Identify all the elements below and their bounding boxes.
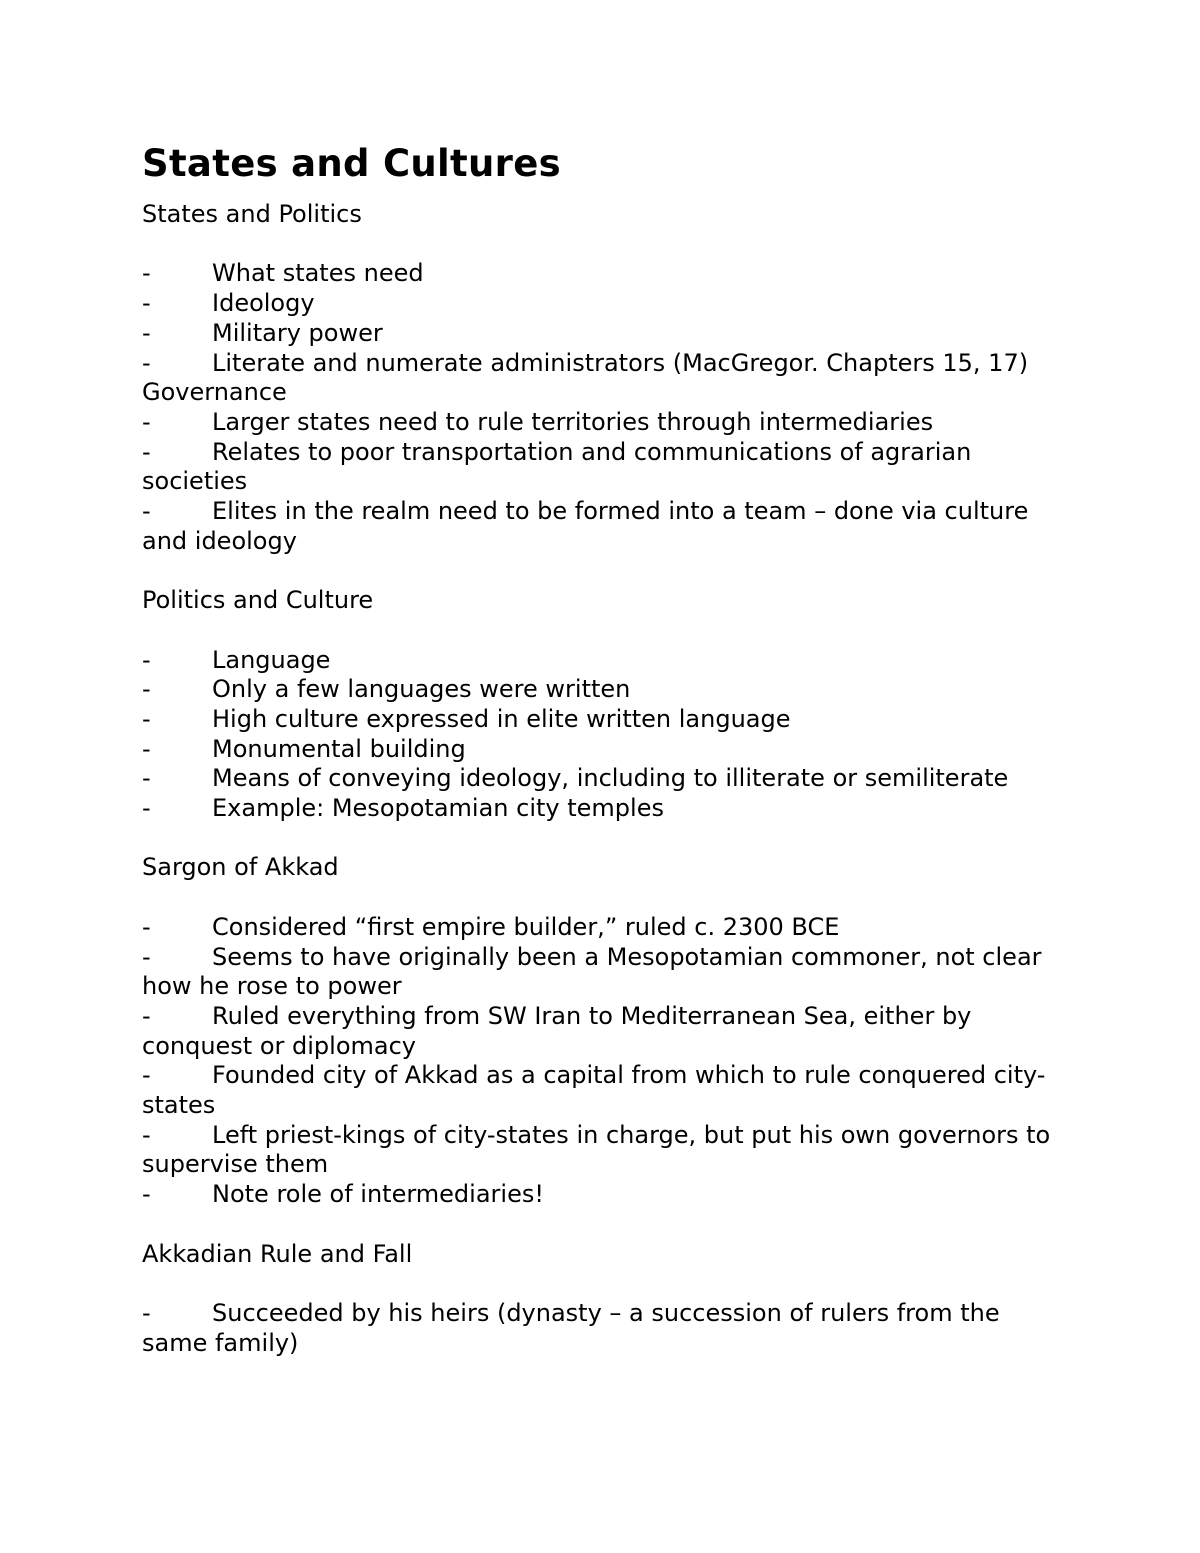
bullet-item: [142, 735, 1072, 765]
bullet-dash: -: [142, 912, 151, 941]
bullet-dash: -: [142, 259, 151, 288]
bullet-item: [142, 259, 1072, 289]
section-heading: Governance: [142, 378, 287, 407]
bullet-item: [142, 1299, 1072, 1358]
bullet-text: Ideology: [212, 289, 315, 318]
bullet-dash: -: [142, 645, 151, 674]
bullet-text: Left priest-kings of city-states in charge, but put his own governors to supervise them: [142, 1120, 1051, 1179]
document-body: [142, 200, 1072, 1358]
bullet-text: Note role of intermediaries!: [212, 1180, 544, 1209]
bullet-item: [142, 675, 1072, 705]
bullet-item: [142, 646, 1072, 676]
blank-line: [142, 883, 1072, 913]
section-heading: Sargon of Akkad: [142, 853, 339, 882]
blank-line: [142, 1269, 1072, 1299]
bullet-text: What states need: [212, 259, 424, 288]
bullet-item: [142, 764, 1072, 794]
bullet-text: Only a few languages were written: [212, 675, 631, 704]
blank-line: [142, 1210, 1072, 1240]
bullet-dash: -: [142, 1061, 151, 1090]
bullet-text: Larger states need to rule territories through intermediaries: [212, 407, 934, 436]
bullet-item: [142, 497, 1072, 556]
bullet-item: [142, 943, 1072, 1002]
bullet-dash: -: [142, 497, 151, 526]
document-title: States and Cultures: [142, 142, 561, 185]
bullet-text: Military power: [212, 318, 383, 347]
blank-line: [142, 616, 1072, 646]
bullet-dash: -: [142, 1001, 151, 1030]
bullet-item: [142, 319, 1072, 349]
bullet-dash: -: [142, 1298, 151, 1327]
bullet-item: [142, 1002, 1072, 1061]
bullet-dash: -: [142, 289, 151, 318]
bullet-item: [142, 289, 1072, 319]
bullet-item: [142, 1180, 1072, 1210]
bullet-text: Means of conveying ideology, including to illiterate or semiliterate: [212, 764, 1009, 793]
bullet-dash: -: [142, 407, 151, 436]
bullet-item: [142, 1061, 1072, 1120]
bullet-text: Language: [212, 645, 331, 674]
bullet-text: Founded city of Akkad as a capital from which to rule conquered city-states: [142, 1061, 1046, 1120]
bullet-text: Considered “first empire builder,” ruled c. 2300 BCE: [212, 912, 840, 941]
bullet-item: [142, 1121, 1072, 1180]
bullet-text: Succeeded by his heirs (dynasty – a succession of rulers from the same family): [142, 1298, 1000, 1357]
document-page: [142, 138, 1072, 1358]
bullet-item: [142, 438, 1072, 497]
bullet-text: Relates to poor transportation and communications of agrarian societies: [142, 437, 972, 496]
section-heading: Akkadian Rule and Fall: [142, 1239, 413, 1268]
bullet-dash: -: [142, 348, 151, 377]
bullet-text: Ruled everything from SW Iran to Mediterranean Sea, either by conquest or diplomacy: [142, 1001, 972, 1060]
bullet-text: High culture expressed in elite written language: [212, 704, 791, 733]
blank-line: [142, 824, 1072, 854]
bullet-dash: -: [142, 734, 151, 763]
bullet-item: [142, 408, 1072, 438]
blank-line: [142, 230, 1072, 260]
bullet-dash: -: [142, 675, 151, 704]
section-heading: States and Politics: [142, 200, 362, 228]
bullet-item: [142, 349, 1072, 379]
bullet-text: Example: Mesopotamian city temples: [212, 794, 664, 823]
bullet-text: Literate and numerate administrators (MacGregor. Chapters 15, 17): [212, 348, 1029, 377]
bullet-dash: -: [142, 437, 151, 466]
bullet-item: [142, 913, 1072, 943]
section-heading: Politics and Culture: [142, 586, 374, 615]
blank-line: [142, 556, 1072, 586]
bullet-item: [142, 794, 1072, 824]
bullet-dash: -: [142, 1120, 151, 1149]
bullet-dash: -: [142, 318, 151, 347]
bullet-item: [142, 705, 1072, 735]
bullet-dash: -: [142, 1180, 151, 1209]
bullet-text: Monumental building: [212, 734, 466, 763]
bullet-text: Elites in the realm need to be formed into a team – done via culture and ideology: [142, 497, 1029, 555]
bullet-dash: -: [142, 794, 151, 823]
bullet-dash: -: [142, 764, 151, 793]
bullet-dash: -: [142, 704, 151, 733]
bullet-dash: -: [142, 942, 151, 971]
bullet-text: Seems to have originally been a Mesopotamian commoner, not clear how he rose to power: [142, 942, 1042, 1001]
